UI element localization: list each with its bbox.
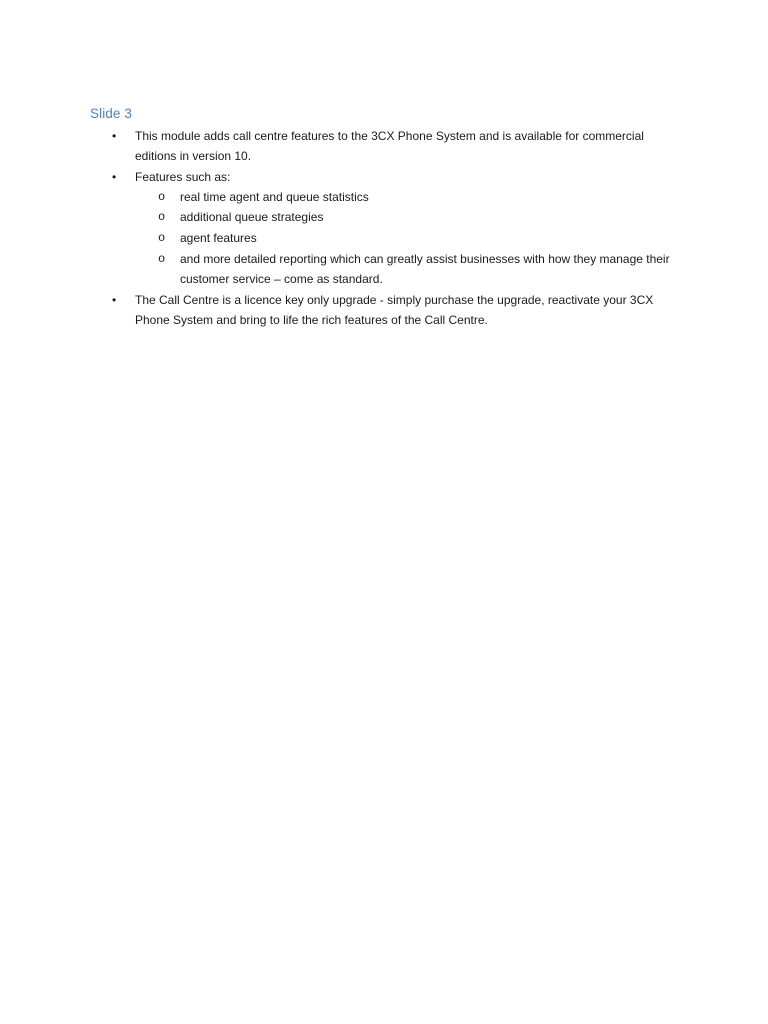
sub-list-item-text: additional queue strategies [180,210,324,225]
sub-bullet-icon: o [158,210,166,225]
list-item [0,290,675,331]
bullet-icon: • [112,129,117,143]
sub-list-item [0,207,675,228]
list-item [0,126,675,167]
bullet-list [0,126,768,330]
list-item-text: The Call Centre is a licence key only upgrade - simply purchase the upgrade, reactivate your 3CX Phone System and bring to life the rich features of the Call Centre. [135,292,654,328]
sub-bullet-list [135,187,675,290]
sub-bullet-icon: o [158,251,166,266]
bullet-icon: • [112,169,117,184]
list-item [0,167,675,290]
slide-heading: Slide 3 [90,106,132,121]
sub-list-item-text: real time agent and queue statistics [180,189,369,204]
list-item-text: This module adds call centre features to the 3CX Phone System and is available for commercial editions in version 10. [135,129,644,164]
list-item-text: Features such as: [135,169,231,184]
sub-list-item [0,228,675,249]
notes-content [0,126,768,330]
sub-list-item-text: and more detailed reporting which can greatly assist businesses with how they manage their customer service – come as standard. [180,251,670,287]
bullet-icon: • [112,292,117,307]
sub-bullet-icon: o [158,231,166,246]
sub-list-item [0,249,675,290]
sub-list-item [0,187,675,208]
sub-bullet-icon: o [158,189,166,204]
sub-list-item-text: agent features [180,231,257,246]
